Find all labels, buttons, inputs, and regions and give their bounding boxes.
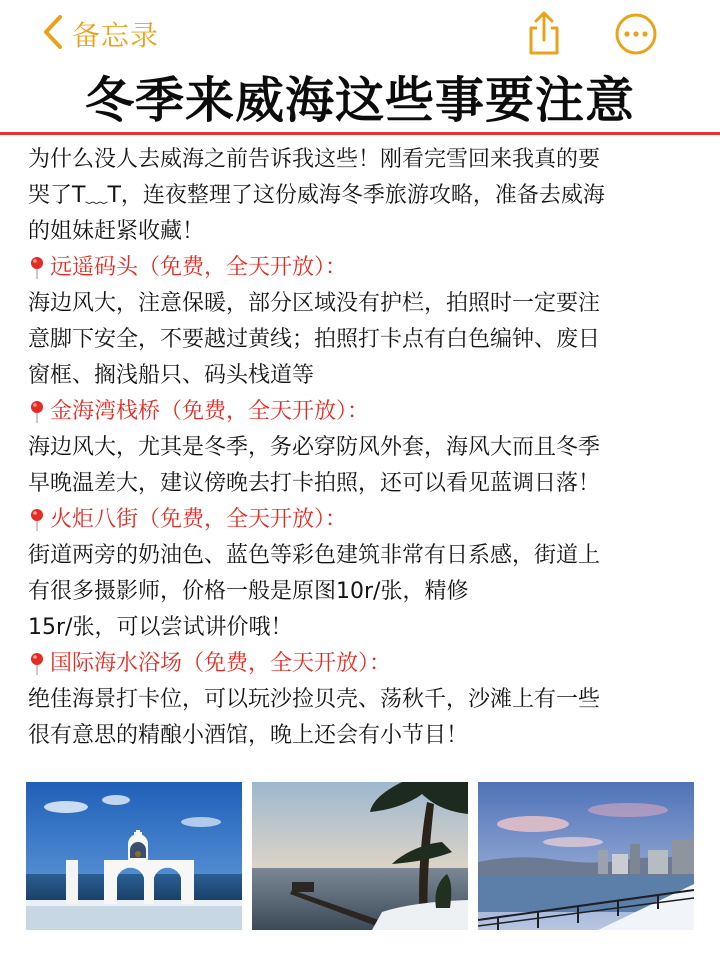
section-line: 意脚下安全，不要越过黄线；拍照打卡点有白色编钟、废日 [28, 327, 601, 352]
title-divider [0, 132, 720, 135]
more-button[interactable] [614, 12, 658, 56]
section-line: 海边风大，尤其是冬季，务必穿防风外套，海风大而且冬季 [28, 435, 601, 460]
section-line: 窗框、搁浅船只、码头栈道等 [28, 363, 315, 388]
red-pin-icon [28, 256, 46, 280]
section-heading: 金海湾栈桥（免费，全天开放）： [28, 394, 692, 430]
ellipsis-circle-icon [614, 41, 658, 60]
trestle-bridge-sunset-photo[interactable] [252, 782, 468, 930]
note-body[interactable] [28, 142, 692, 754]
section-line: 街道两旁的奶油色、蓝色等彩色建筑非常有日系感，街道上 [28, 543, 601, 568]
note-title: 冬季来威海这些事要注意 [84, 72, 635, 129]
section-line: 15r/张，可以尝试讲价哦！ [28, 615, 293, 640]
back-label: 备忘录 [72, 19, 160, 52]
white-bell-arch-photo[interactable] [26, 782, 242, 930]
section-line: 绝佳海景打卡位，可以玩沙捡贝壳、荡秋千，沙滩上有一些 [28, 687, 601, 712]
section-line: 有很多摄影师，价格一般是原图10r/张，精修 [28, 579, 469, 604]
section-heading: 国际海水浴场（免费，全天开放）： [28, 646, 692, 682]
red-pin-icon [28, 400, 46, 424]
photo-strip [26, 782, 694, 930]
intro-line: 哭了T﹏T，连夜整理了这份威海冬季旅游攻略，准备去威海 [28, 183, 605, 208]
snowy-waterfront-photo[interactable] [478, 782, 694, 930]
navigation-bar [0, 0, 720, 66]
section-heading: 远遥码头（免费，全天开放）： [28, 250, 692, 286]
chevron-left-icon [40, 13, 66, 55]
section-line: 很有意思的精酿小酒馆，晚上还会有小节目！ [28, 723, 469, 748]
intro-line: 的姐妹赶紧收藏！ [28, 219, 205, 244]
share-button[interactable] [524, 10, 564, 56]
share-icon [524, 41, 564, 60]
section-line: 早晚温差大，建议傍晚去打卡拍照，还可以看见蓝调日落！ [28, 471, 601, 496]
section-heading: 火炬八街（免费，全天开放）： [28, 502, 692, 538]
intro-line: 为什么没人去威海之前告诉我这些！刚看完雪回来我真的要 [28, 147, 601, 172]
red-pin-icon [28, 652, 46, 676]
red-pin-icon [28, 508, 46, 532]
back-button[interactable] [40, 12, 159, 56]
section-line: 海边风大，注意保暖，部分区域没有护栏，拍照时一定要注 [28, 291, 601, 316]
